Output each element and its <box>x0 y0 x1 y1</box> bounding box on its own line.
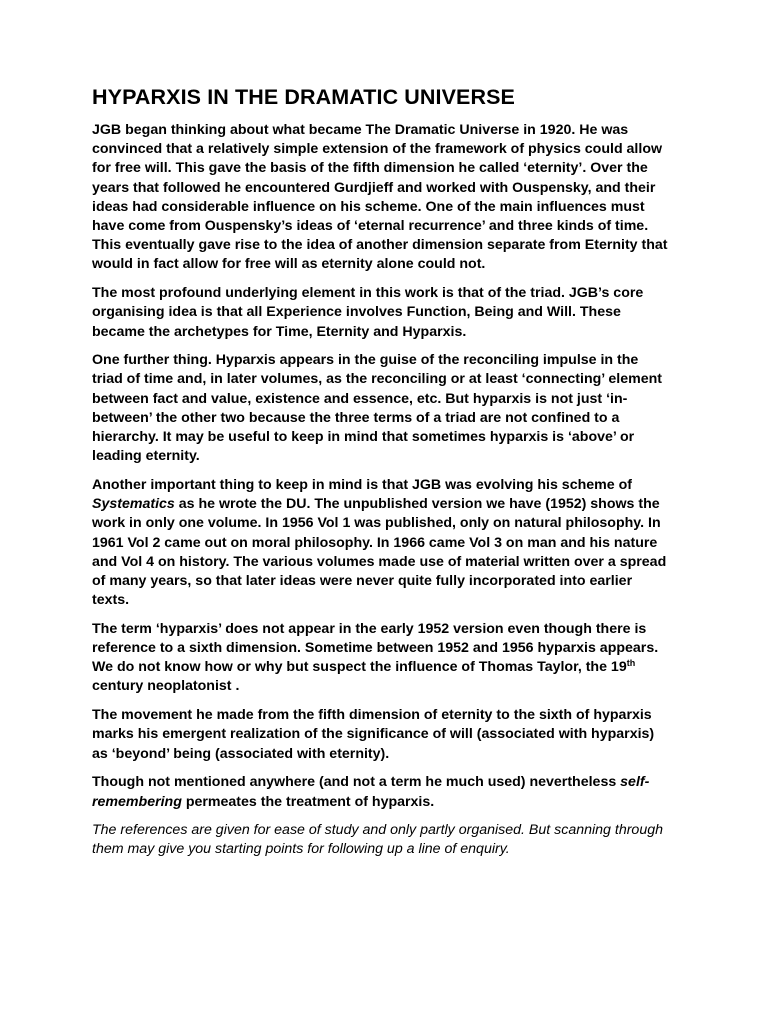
paragraph-self-remembering <box>92 773 670 811</box>
systematics-emphasis: Systematics <box>92 496 175 513</box>
paragraph-self-remembering-text-start: Though not mentioned anywhere (and not a term he much used) nevertheless <box>92 774 621 791</box>
paragraph-reconciling-impulse: One further thing. Hyparxis appears in the guise of the reconciling impulse in the triad of time and, in later volumes, as the reconciling or at least ‘connecting’ element between fact and value, existence and essence, etc. But hyparxis is not just ‘in-between’ the other two because the three terms of a triad are not confined to a hierarchy. It may be useful to keep in mind that sometimes hyparxis is ‘above’ or leading eternity. <box>92 352 663 465</box>
paragraph-systematics-text-end: as he wrote the DU. The unpublished version we have (1952) shows the work in only one volume. In 1956 Vol 1 was published, only on natural philosophy. In 1961 Vol 2 came out on moral philosophy. In 1966 came Vol 3 on man and his nature and Vol 4 on history. The various volumes made use of material written over a spread of many years, so that later ideas were never quite fully incorporated into earlier texts. <box>92 496 667 609</box>
paragraph-triad: The most profound underlying element in this work is that of the triad. JGB’s core organising idea is that all Experience involves Function, Being and Will. These became the archetypes for Time, Eternity and Hyparxis. <box>92 285 644 340</box>
paragraph-self-remembering-text-end: permeates the treatment of hyparxis. <box>181 793 435 810</box>
paragraph-term-text-start: The term ‘hyparxis’ does not appear in the early 1952 version even though there is reference to a sixth dimension. Sometime between 1952 and 1956 hyparxis appears. We do not know how or why but suspect the influence of Thomas Taylor, the 19 <box>92 620 659 676</box>
paragraph-systematics <box>92 476 670 610</box>
paragraph-movement: The movement he made from the fifth dimension of eternity to the sixth of hyparxis marks his emergent realization of the significance of will (associated with hyparxis) as ‘beyond’ being (associated with eternity). <box>92 707 655 762</box>
ordinal-superscript: th <box>626 658 636 669</box>
paragraph-term-text-end: century neoplatonist . <box>92 678 240 695</box>
paragraph-origins: JGB began thinking about what became The Dramatic Universe in 1920. He was convinced that a relatively simple extension of the framework of physics could allow for free will. This gave the basis of the fifth dimension he called ‘eternity’. Over the years that followed he encountered Gurdjieff and worked with Ouspensky, and their ideas had considerable influence on his scheme. One of the main influences must have come from Ouspensky’s ideas of ‘eternal recurrence’ and three kinds of time. This eventually gave rise to the idea of another dimension separate from Eternity that would in fact allow for free will as eternity alone could not. <box>92 122 668 273</box>
document-page <box>92 82 670 860</box>
paragraph-systematics-text-start: Another important thing to keep in mind is that JGB was evolving his scheme of <box>92 476 632 493</box>
self-remembering-emphasis: self-remembering <box>92 774 650 810</box>
paragraph-term-hyparxis <box>92 620 670 697</box>
document-title: HYPARXIS IN THE DRAMATIC UNIVERSE <box>92 85 515 109</box>
references-note: The references are given for ease of study and only partly organised. But scanning through them may give you starting points for following up a line of enquiry. <box>92 822 663 858</box>
